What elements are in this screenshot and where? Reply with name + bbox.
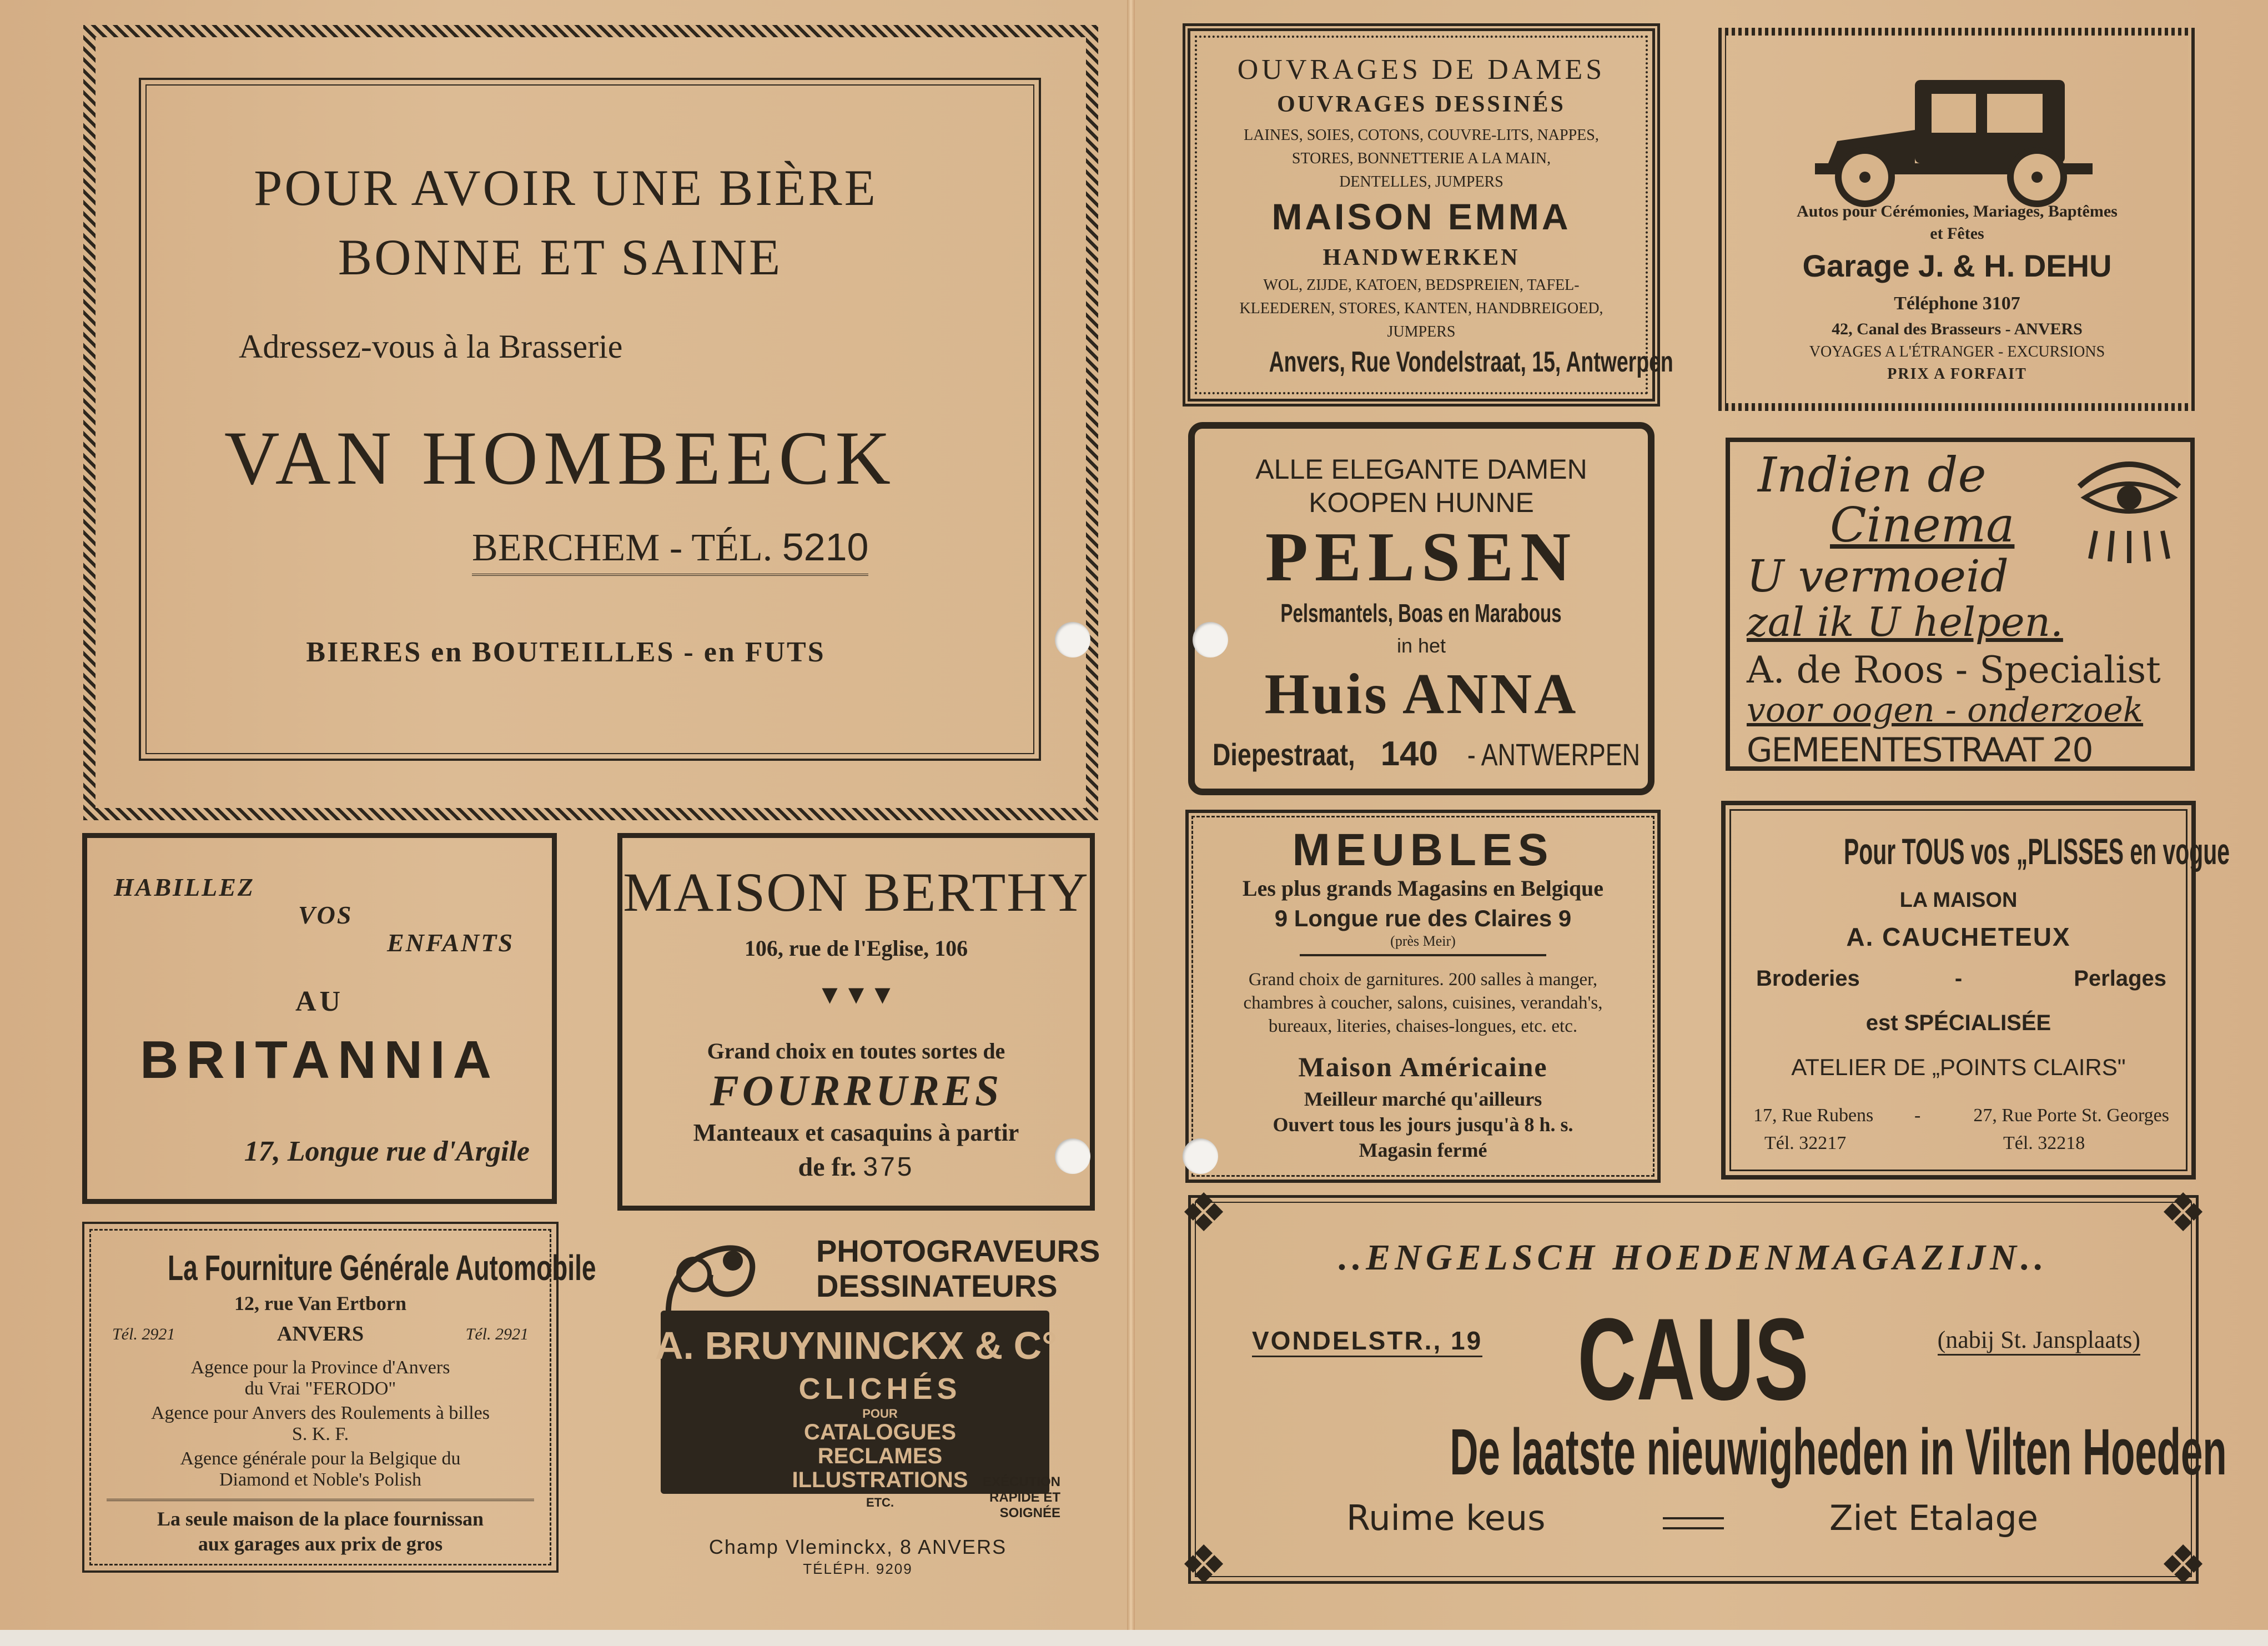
products-list: Pelsmantels, Boas en Marabous [1280, 599, 1562, 628]
brewery-name: VAN HOMBEECK [224, 415, 897, 500]
price-prefix: de fr. [798, 1152, 857, 1182]
street-address: 12, rue Van Ertborn [234, 1292, 407, 1314]
company-name: A. BRUYNINCKX & C° [655, 1324, 1058, 1367]
ad-caucheteux [1721, 801, 2230, 1180]
title-hoedenmagazijn: ..ENGELSCH HOEDENMAGAZIJN.. [1339, 1237, 2048, 1278]
product-pelsen: PELSEN [1265, 519, 1578, 596]
execution-line-1: EXÉCUTION [982, 1474, 1060, 1489]
text-vos: VOS [298, 901, 353, 929]
headline-photograveurs: PHOTOGRAVEURS [816, 1233, 1100, 1268]
store-address: 17, Longue rue d'Argile [244, 1136, 530, 1167]
near-meir: (près Meir) [1390, 933, 1456, 949]
equals-divider [1663, 1517, 1724, 1529]
ad-maison-berthy [617, 833, 1095, 1211]
company-address: Champ Vleminckx, 8 ANVERS [708, 1535, 1007, 1558]
corner-ornament-tr: ❖ [2159, 1183, 2207, 1243]
city: ANVERS [276, 1322, 364, 1346]
cliches-label: CLICHÉS [798, 1372, 962, 1406]
choice-line-3: bureaux, literies, chaises-longues, etc. etc. [1268, 1016, 1578, 1036]
location-phone [472, 525, 868, 576]
ad-fourniture-generale [82, 1222, 596, 1573]
title-meubles: MEUBLES [1292, 825, 1554, 875]
largest-stores: Les plus grands Magasins en Belgique [1242, 876, 1604, 901]
street-address: VONDELSTR., 19 [1252, 1326, 1482, 1357]
ad-huis-anna [1188, 422, 1655, 795]
pour-label: POUR [862, 1407, 898, 1421]
headline-dessinateurs: DESSINATEURS [816, 1268, 1058, 1303]
text-oogen-onderzoek: voor oogen - onderzoek [1747, 691, 2144, 730]
la-maison: LA MAISON [1899, 889, 2018, 912]
text-specialist: A. de Roos - Specialist [1747, 649, 2161, 691]
specialised-text: est SPÉCIALISÉE [1865, 1011, 2051, 1035]
slogan: De laatste nieuwigheden in Vilten Hoeden [1450, 1416, 2227, 1489]
goods-line-4: WOL, ZIJDE, KATOEN, BEDSPREIEN, TAFEL- [1263, 277, 1580, 294]
store-name: MAISON BERTHY [623, 861, 1089, 923]
car-illustration [1804, 63, 2104, 208]
store-address: Diepestraat, 140 - ANTWERPEN [1213, 735, 1641, 773]
price-line [622, 1152, 1090, 1182]
near-jansplaats: (nabij St. Jansplaats) [1938, 1326, 2140, 1356]
garage-phone: Téléphone 3107 [1894, 293, 2020, 314]
goods-line-2: STORES, BONNETTERIE A LA MAIN, [1291, 150, 1551, 167]
intro-line-1: ALLE ELEGANTE DAMEN [1255, 454, 1587, 485]
text-ziet-etalage: Ziet Etalage [1829, 1498, 2039, 1538]
price-value: 375 [863, 1152, 914, 1182]
punch-hole [1055, 1138, 1090, 1174]
service-etc: ETC. [866, 1496, 894, 1509]
headline-line-2: BONNE ET SAINE [338, 229, 783, 285]
product-fourrures: FOURRURES [710, 1066, 1003, 1115]
company-phone: TÉLÉPH. 9209 [803, 1560, 913, 1577]
punch-hole [1183, 1138, 1218, 1174]
service-dash: - [1954, 966, 1963, 991]
tel-left: Tél. 2921 [112, 1325, 175, 1343]
text-helpen: zal ik U helpen. [1747, 599, 2063, 645]
text-indien-de: Indien de [1758, 448, 1987, 503]
divider [1300, 954, 1546, 956]
ad-caus [1180, 1183, 2227, 1595]
ad-bruyninckx [655, 1230, 1100, 1585]
agency-line-6: Diamond et Noble's Polish [219, 1469, 422, 1490]
in-het: in het [1396, 634, 1446, 657]
location-label: BERCHEM - TÉL. [472, 526, 773, 569]
text-cinema: Cinema [1830, 498, 2015, 553]
service-reclames: RECLAMES [817, 1444, 943, 1468]
agency-line-1: Agence pour la Province d'Anvers [190, 1357, 450, 1378]
text-habillez: HABILLEZ [114, 873, 255, 901]
garage-name: Garage J. & H. DEHU [1802, 248, 2112, 283]
text-enfants: ENFANTS [387, 929, 514, 957]
choice-line-1: Grand choix de garnitures. 200 salles à manger, [1248, 970, 1598, 990]
store-address: 9 Longue rue des Claires 9 [1274, 905, 1572, 931]
service-perlages: Perlages [2074, 966, 2166, 991]
text-vermoeid: U vermoeid [1747, 550, 2009, 602]
agency-line-3: Agence pour Anvers des Roulements à billes [151, 1403, 490, 1423]
choice-line-2: chambres à coucher, salons, cuisines, verandah's, [1243, 993, 1603, 1013]
execution-line-2: RAPIDE ET [989, 1490, 1060, 1505]
execution-line-3: SOIGNÉE [999, 1506, 1060, 1520]
ad-maison-emma [1183, 23, 1673, 407]
phone-number: 5210 [782, 525, 869, 569]
store-name: BRITANNIA [140, 1030, 499, 1090]
agency-line-2: du Vrai "FERODO" [244, 1378, 396, 1399]
text-ruime-keus: Ruime keus [1346, 1498, 1546, 1538]
triangle-ornament: ▼▼▼ [816, 980, 896, 1010]
title-plisses: Pour TOUS vos „PLISSES en vogue [1843, 831, 2230, 872]
tel-right: Tél. 2921 [465, 1325, 529, 1343]
service-line-4: PRIX A FORFAIT [1887, 365, 2027, 383]
service-illustrations: ILLUSTRATIONS [792, 1468, 968, 1492]
corner-ornament-bl: ❖ [1180, 1535, 1228, 1595]
service-line-2: et Fêtes [1930, 224, 1984, 243]
service-broderies: Broderies [1756, 966, 1860, 991]
intro-line-2: KOOPEN HUNNE [1309, 487, 1534, 518]
store-name: CAUS [1577, 1294, 1809, 1424]
headline-line-1: POUR AVOIR UNE BIÈRE [254, 159, 878, 216]
corner-ornament-br: ❖ [2159, 1535, 2207, 1595]
store-address: Anvers, Rue Vondelstraat, 15, Antwerpen [1269, 346, 1673, 378]
goods-line-1: LAINES, SOIES, COTONS, COUVRE-LITS, NAPPES, [1244, 127, 1599, 144]
address-dash: - [1914, 1105, 1921, 1126]
address-1: 17, Rue Rubens [1753, 1105, 1874, 1126]
text-address: GEMEENTESTRAAT 20 [1747, 731, 2093, 770]
store-address: 106, rue de l'Eglise, 106 [744, 936, 968, 961]
divider [107, 1499, 534, 1501]
ad-van-hombeeck [83, 25, 1098, 820]
opening-hours: Ouvert tous les jours jusqu'à 8 h. s. [1273, 1113, 1573, 1136]
agency-line-4: S. K. F. [291, 1424, 349, 1444]
address-2: 27, Rue Porte St. Georges [1973, 1105, 2169, 1126]
service-line-1: Autos pour Cérémonies, Mariages, Baptêmes [1797, 202, 2118, 220]
atelier-text: ATELIER DE „POINTS CLAIRS" [1791, 1054, 2126, 1080]
scan-bottom-edge [0, 1630, 2268, 1646]
store-name: Maison Américaine [1298, 1051, 1548, 1082]
footer-line-1: La seule maison de la place fournissan [157, 1508, 484, 1530]
products-line: BIERES en BOUTEILLES - en FUTS [306, 636, 826, 668]
title-ouvrages-dames: OUVRAGES DE DAMES [1237, 54, 1606, 86]
cheaper-text: Meilleur marché qu'ailleurs [1304, 1088, 1542, 1110]
choice-text: Grand choix en toutes sortes de [707, 1038, 1005, 1063]
punch-hole [1055, 622, 1090, 658]
coats-text: Manteaux et casaquins à partir [693, 1119, 1019, 1146]
ad-de-roos [1726, 438, 2195, 771]
goods-line-3: DENTELLES, JUMPERS [1339, 173, 1503, 190]
service-line-3: VOYAGES A L'ÉTRANGER - EXCURSIONS [1809, 343, 2105, 360]
ad-meubles [1185, 810, 1661, 1183]
title-handwerken: HANDWERKEN [1322, 245, 1520, 270]
footer-line-2: aux garages aux prix de gros [198, 1533, 443, 1555]
closed-text: Magasin fermé [1359, 1139, 1487, 1161]
store-name: Huis ANNA [1264, 662, 1578, 726]
page-spine [1127, 0, 1135, 1646]
agency-line-5: Agence générale pour la Belgique du [180, 1448, 461, 1469]
goods-line-6: JUMPERS [1387, 323, 1456, 340]
phone-2: Tél. 32218 [2003, 1133, 2085, 1153]
eye-illustration [2074, 448, 2185, 570]
garage-address: 42, Canal des Brasseurs - ANVERS [1832, 320, 2083, 338]
ad-britannia [82, 833, 557, 1204]
store-name: A. CAUCHETEUX [1846, 922, 2071, 951]
phone-1: Tél. 32217 [1764, 1133, 1847, 1153]
text-au: AU [295, 986, 344, 1017]
company-name: La Fourniture Générale Automobile [168, 1248, 596, 1288]
ad-garage-dehu [1718, 28, 2196, 411]
intro-text: Adressez-vous à la Brasserie [239, 328, 623, 365]
punch-hole [1193, 622, 1228, 658]
store-name: MAISON EMMA [1271, 196, 1571, 237]
corner-ornament-tl: ❖ [1180, 1183, 1228, 1243]
service-catalogues: CATALOGUES [803, 1420, 957, 1444]
goods-line-5: KLEEDEREN, STORES, KANTEN, HANDBREIGOED, [1239, 300, 1603, 317]
title-ouvrages-dessines: OUVRAGES DESSINÉS [1277, 92, 1566, 117]
